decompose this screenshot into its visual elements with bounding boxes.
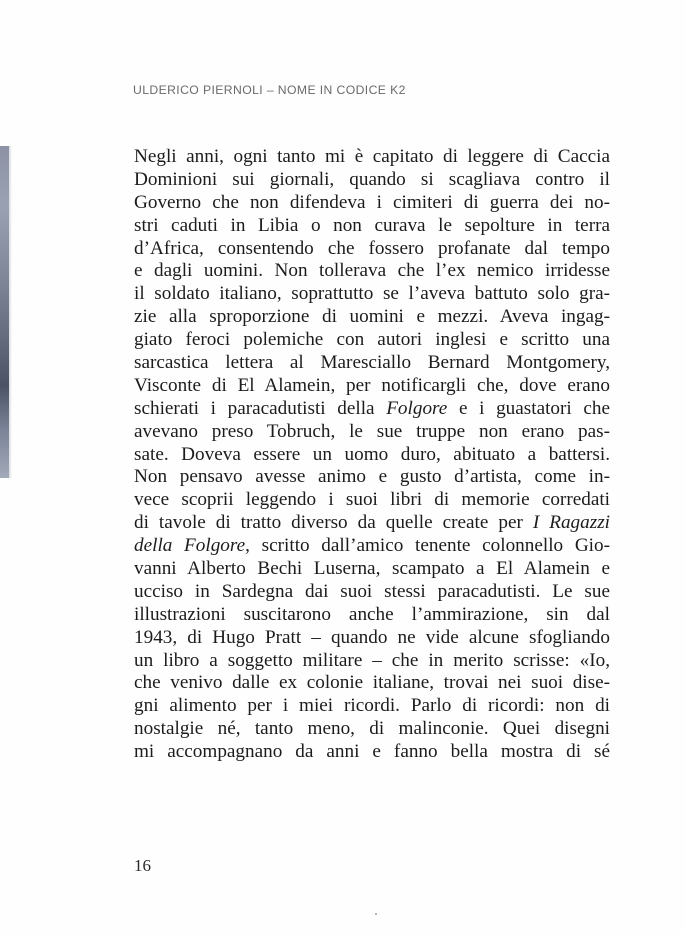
- text-line: il soldato italiano, soprattutto se l’aveva battuto solo gra-: [134, 283, 610, 305]
- text-line: Visconte di El Alamein, per notificargli che, dove erano: [134, 374, 610, 396]
- text-line: gni alimento per i miei ricordi. Parlo di ricordi: non di: [134, 695, 610, 717]
- italic-title: Folgore: [386, 397, 448, 419]
- text-line: Governo che non difendeva i cimiteri di guerra dei no-: [134, 191, 610, 213]
- text-line: sate. Doveva essere un uomo duro, abituato a battersi.: [134, 443, 610, 465]
- text-line: d’Africa, consentendo che fossero profanate dal tempo: [134, 237, 610, 259]
- text-line: che venivo dalle ex colonie italiane, trovai nei suoi dise-: [134, 672, 610, 694]
- body-text: [134, 146, 610, 764]
- text-line: avevano preso Tobruch, le sue truppe non erano pas-: [134, 420, 610, 442]
- text-segment: , scritto dall’amico tenente colonnello Gio-: [245, 535, 610, 557]
- text-line: un libro a soggetto militare – che in merito scrisse: «Io,: [134, 649, 610, 671]
- italic-title: della Folgore: [134, 535, 246, 557]
- text-line: [134, 535, 610, 558]
- text-line: [134, 398, 610, 421]
- text-line: vanni Alberto Bechi Luserna, scampato a El Alamein e: [134, 558, 610, 580]
- running-head: ULDERICO PIERNOLI – NOME IN CODICE K2: [133, 83, 406, 97]
- text-line: illustrazioni suscitarono anche l’ammirazione, sin dal: [134, 603, 610, 625]
- text-segment: di tavole di tratto diverso da quelle create per: [134, 512, 533, 534]
- text-line: Negli anni, ogni tanto mi è capitato di leggere di Caccia: [134, 146, 610, 167]
- print-speck: [375, 913, 377, 915]
- page-number: 16: [134, 856, 151, 875]
- text-line: zie alla sproporzione di uomini e mezzi. Aveva ingag-: [134, 306, 610, 328]
- text-line: mi accompagnano da anni e fanno bella mostra di sé: [134, 741, 610, 763]
- text-line: Dominioni sui giornali, quando si scagliava contro il: [134, 168, 610, 190]
- text-line: e dagli uomini. Non tollerava che l’ex nemico irridesse: [134, 260, 610, 282]
- text-line: [134, 512, 610, 535]
- italic-title: I Ragazzi: [532, 512, 610, 534]
- text-line: stri caduti in Libia o non curava le sepolture in terra: [134, 214, 610, 236]
- text-line: ucciso in Sardegna dai suoi stessi paracadutisti. Le sue: [134, 580, 610, 602]
- text-line: Non pensavo avesse animo e gusto d’artista, come in-: [134, 466, 610, 488]
- text-segment: schierati i paracadutisti della: [134, 397, 387, 419]
- text-line: giato feroci polemiche con autori inglesi e scritto una: [134, 329, 610, 351]
- text-line: sarcastica lettera al Maresciallo Bernard Montgomery,: [134, 352, 610, 374]
- text-line: nostalgie né, tanto meno, di malinconie. Quei disegni: [134, 718, 610, 740]
- text-segment: e i guastatori che: [447, 397, 610, 419]
- text-line: vece scoprii leggendo i suoi libri di memorie corredati: [134, 489, 610, 511]
- page-edge-image-strip: [0, 146, 9, 478]
- text-line: 1943, di Hugo Pratt – quando ne vide alcune sfogliando: [134, 626, 610, 648]
